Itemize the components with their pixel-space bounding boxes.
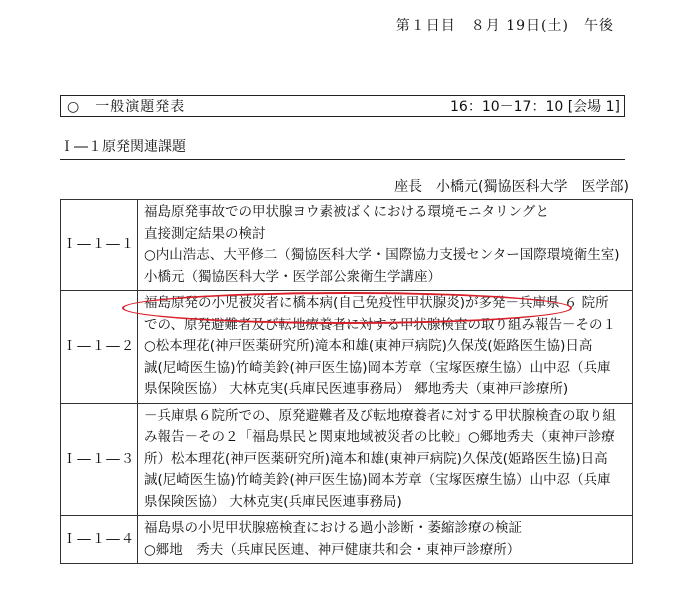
program-row [61,403,633,516]
program-id: Ｉ―１―１ [61,200,138,291]
program-line: ○松本理花(神戸医薬研究所)滝本和雄(東神戸病院)久保茂(姫路医生協)日高 [144,338,593,354]
session-header-box [60,95,625,117]
session-time-venue: 16：10－17：10 [会場 1] [450,99,620,115]
day-header: 第１日目 ８月 19日(土) 午後 [395,18,614,34]
program-id: Ｉ―１―３ [61,403,138,516]
program-row [61,516,633,564]
program-line: 県保険医協） 大林克実(兵庫民医連事務局) [144,493,402,510]
program-line: 小橋元（獨協医科大学・医学部公衆衛生学講座） [144,268,441,285]
program-row [61,291,633,404]
program-content [138,516,633,564]
program-line: 県保険医協） 大林克実(兵庫民医連事務局） 郷地秀夫（東神戸診療所) [144,381,569,397]
program-content [138,200,633,291]
program-line: 誠(尼崎医生協)竹崎美鈴(神戸医生協)岡本芳章（宝塚医療生協）山中忍（兵庫 [144,472,611,488]
program-line: み報告－その２「福島県民と関東地域被災者の比較」○郷地秀夫（東神戸診療 [144,429,615,445]
program-line: －兵庫県６院所での、原発避難者及び転地療養者に対する甲状腺検査の取り組 [144,407,616,424]
program-id: Ｉ―１―２ [61,291,138,404]
program-line: 直接測定結果の検討 [144,225,266,242]
program-line: 誠(尼崎医生協)竹崎美鈴(神戸医生協)岡本芳章（宝塚医療生協）山中忍（兵庫 [144,359,611,376]
chair-line: 座長 小橋元(獨協医科大学 医学部) [394,179,629,195]
session-label: ○ 一般演題発表 [67,99,186,115]
section-title: Ｉ―１原発関連課題 [60,136,625,160]
program-line: 所）松本理花(神戸医薬研究所)滝本和雄(東神戸病院)久保茂(姫路医生協)日高 [144,450,608,467]
program-row [61,200,633,291]
program-content [138,403,633,516]
program-line: ○郷地 秀夫（兵庫民医連、神戸健康共和会・東神戸診療所） [144,541,521,558]
program-line: での、原発避難者及び転地療養者に対する甲状腺検査の取り組み報告－その１ [144,316,616,333]
program-content [138,291,633,404]
program-line: 福島原発事故での甲状腺ヨウ素被ばくにおける環境モニタリングと [144,204,549,220]
program-line: 福島原発の小児被災者に橋本病(自己免疫性甲状腺炎)が多発－兵庫県 ６ 院所 [144,295,609,311]
program-line: ○内山浩志、大平修二（獨協医科大学・国際協力支援センター国際環境衛生室) [144,247,620,263]
program-id: Ｉ―１―４ [61,516,138,564]
program-line: 福島県の小児甲状腺癌検査における過小診断・萎縮診療の検証 [144,520,522,536]
program-table [60,199,633,564]
